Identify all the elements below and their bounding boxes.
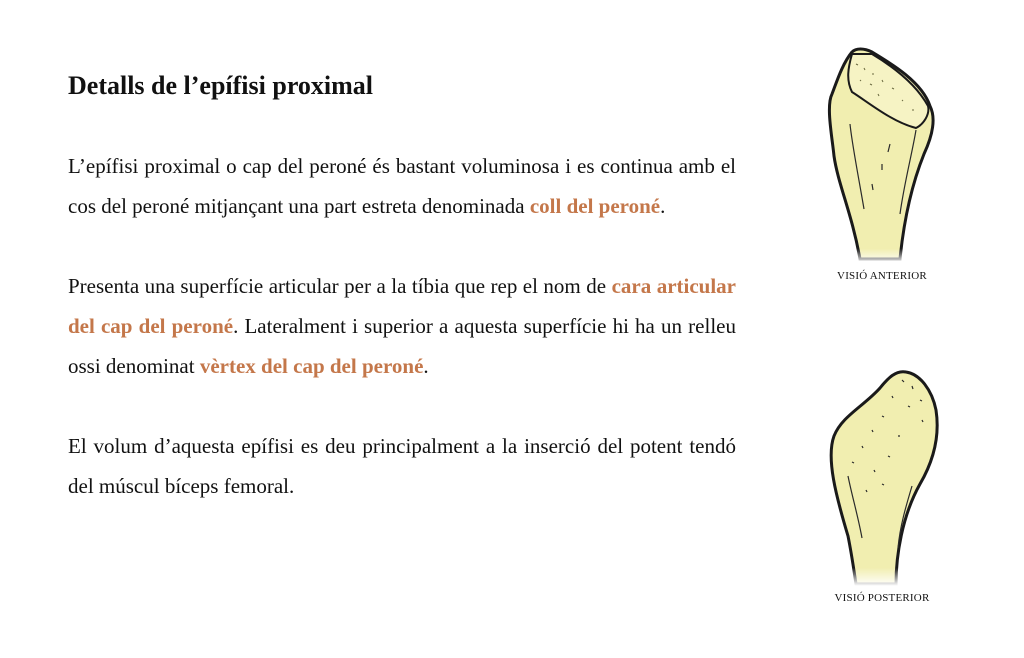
shaft-fade <box>812 194 952 264</box>
shaft-fade <box>812 516 952 586</box>
term-coll-del-perone: coll del peroné <box>529 194 661 218</box>
paragraph-2-text-before: Presenta una superfície articular per a la tíbia que rep el nom de <box>68 274 612 298</box>
figure-anterior <box>812 44 952 282</box>
term-vertex: vèrtex del cap del peroné <box>199 354 424 378</box>
caption-anterior: VISIÓ ANTERIOR <box>837 270 927 282</box>
article <box>68 66 736 506</box>
paragraph-2-text-after: . <box>423 354 429 378</box>
fibula-head-anterior-illustration <box>812 44 952 264</box>
fibula-head-posterior-illustration <box>812 366 952 586</box>
term-cara-articular: cara articular del cap del peroné <box>68 274 736 338</box>
page-title: Detalls de l’epífisi proximal <box>68 71 374 100</box>
paragraph-1 <box>68 146 736 226</box>
caption-posterior: VISIÓ POSTERIOR <box>834 592 930 604</box>
figure-posterior <box>812 366 952 604</box>
paragraph-2 <box>68 266 736 386</box>
paragraph-1-text-after: . <box>660 194 666 218</box>
paragraph-2-text-middle: . Lateralment i superior a aquesta superfície hi ha un relleu ossi denominat <box>68 314 736 378</box>
paragraph-3: El volum d’aquesta epífisi es deu principalment a la inserció del potent tendó del múscul bíceps femoral. <box>68 434 736 498</box>
paragraph-1-text-before: L’epífisi proximal o cap del peroné és bastant voluminosa i es continua amb el cos del peroné mitjançant una part estreta denominada <box>68 154 736 218</box>
